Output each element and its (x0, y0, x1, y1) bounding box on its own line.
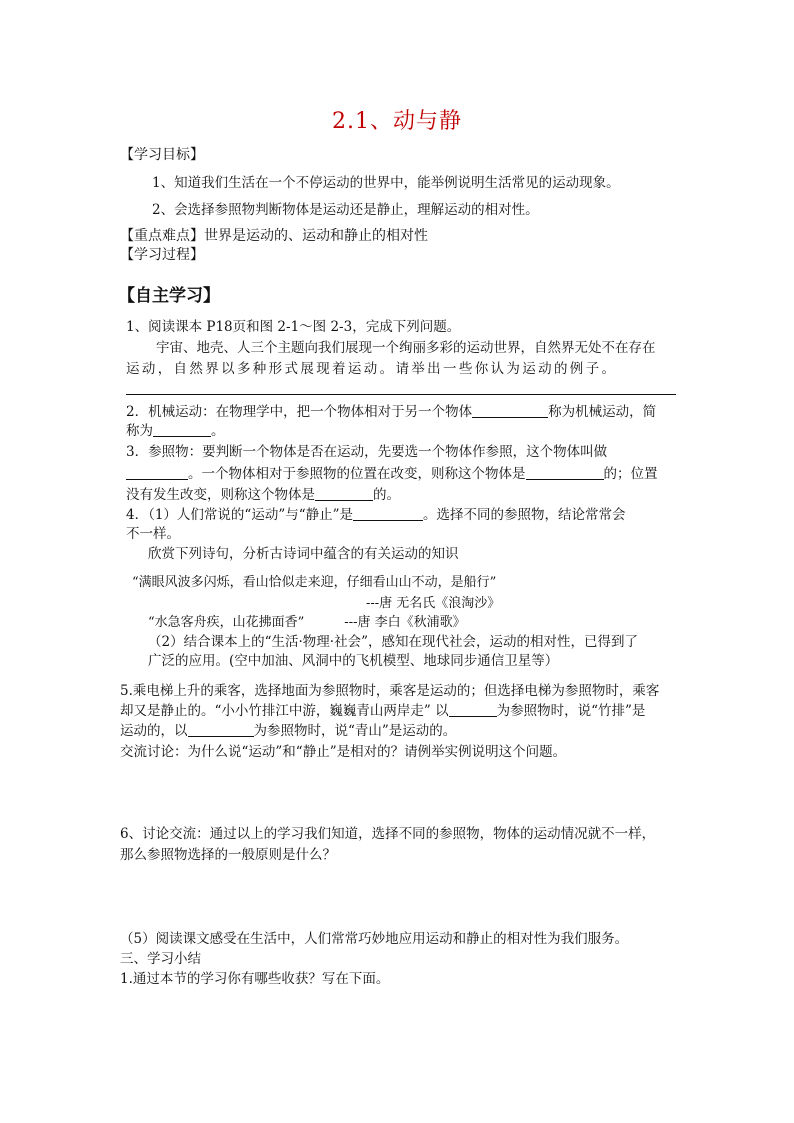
q5-text-2b: 为参照物时，说“竹排”是 (496, 703, 646, 719)
q2-line2 (126, 422, 225, 440)
key-points-heading: 【重点难点】 (120, 228, 204, 244)
poem-2-source: ---唐 李白《秋浦歌》 (344, 615, 466, 630)
q3-text-5: 的。 (373, 487, 400, 503)
q2-text-3: 称为 (126, 423, 153, 439)
q2-text-4: 。 (211, 423, 225, 439)
objectives-heading: 【学习目标】 (120, 147, 204, 163)
q2-blank-1[interactable] (472, 403, 548, 418)
objective-item-1: 1、知道我们生活在一个不停运动的世界中，能举例说明生活常见的运动现象。 (152, 175, 620, 191)
q4-blank-1[interactable] (353, 506, 423, 521)
q4-line2: 不一样。 (126, 526, 180, 542)
poem-1-source: ---唐 无名氏《浪淘沙》 (366, 596, 501, 611)
q4-text-1: 4．（1）人们常说的“运动”与“静止”是 (126, 507, 354, 523)
q2-text-2: 称为机械运动，简 (548, 404, 657, 420)
q4-appreciate: 欣赏下列诗句，分析古诗词中蕴含的有关运动的知识 (148, 546, 459, 562)
poem-2 (148, 614, 466, 632)
process-heading: 【学习过程】 (120, 247, 204, 263)
q5-text-3a: 运动的，以 (120, 723, 188, 739)
q1-intro: 1、阅读课本 P18页和图 2-1～图 2-3，完成下列问题。 (126, 319, 461, 335)
q5-line2 (120, 702, 645, 720)
q3-blank-2[interactable] (526, 465, 604, 480)
q3-text-2: 。一个物体相对于参照物的位置在改变，则称这个物体是 (188, 466, 526, 482)
summary-q1: 1.通过本节的学习你有哪些收获？写在下面。 (120, 971, 390, 987)
key-points (120, 227, 428, 245)
q6-line2: 那么参照物选择的一般原则是什么？ (120, 847, 336, 863)
q5-line1: 5.乘电梯上升的乘客，选择地面为参照物时，乘客是运动的；但选择电梯为参照物时，乘客 (120, 683, 660, 699)
page-title: 2.1、动与静 (332, 109, 462, 134)
q2-line1 (126, 403, 656, 421)
q2-text-1: 2．机械运动：在物理学中，把一个物体相对于另一个物体 (126, 404, 473, 420)
q4-line3: （2）结合课本上的“生活·物理·社会”，感知在现代社会，运动的相对性，已得到了 (148, 634, 638, 650)
q5-line3 (120, 722, 456, 740)
q5-text-2a: 却又是静止的。“小小竹排江中游，巍巍青山两岸走” 以 (120, 703, 449, 719)
q5-blank-2[interactable] (188, 722, 254, 737)
q2-blank-2[interactable] (153, 422, 211, 437)
q4-line1 (126, 506, 626, 524)
q5-discuss: 交流讨论：为什么说“运动”和“静止”是相对的？请例举实例说明这个问题。 (120, 744, 567, 760)
q4-text-2: 。选择不同的参照物，结论常常会 (423, 507, 626, 523)
q5-text-3b: 为参照物时，说“青山”是运动的。 (253, 723, 457, 739)
q1-line2: 运动，自然界以多种形式展现着运动。请举出一些你认为运动的例子。 (126, 361, 618, 377)
q6-line1: 6、讨论交流：通过以上的学习我们知道，选择不同的参照物，物体的运动情况就不一样， (120, 826, 656, 842)
poem-1: “满眼风波多闪烁，看山恰似走来迎，仔细看山山不动，是船行” (132, 575, 497, 590)
q7-line: （5）阅读课文感受在生活中，人们常常巧妙地应用运动和静止的相对性为我们服务。 (120, 931, 629, 947)
key-points-text: 世界是运动的、运动和静止的相对性 (204, 228, 428, 244)
q5-blank-1[interactable] (449, 702, 497, 717)
objective-item-2: 2、会选择参照物判断物体是运动还是静止，理解运动的相对性。 (152, 202, 539, 218)
q1-answer-line[interactable] (126, 394, 676, 395)
self-study-heading: 【自主学习】 (118, 286, 220, 306)
poem-2-text: “水急客舟疾，山花拂面香” (148, 615, 305, 630)
q3-blank-3[interactable] (315, 486, 373, 501)
q3-line3 (126, 486, 400, 504)
q3-line1: 3．参照物：要判断一个物体是否在运动，先要选一个物体作参照，这个物体叫做 (126, 444, 608, 460)
summary-heading: 三、学习小结 (120, 951, 201, 967)
q4-line4: 广泛的应用。(空中加油、风洞中的飞机模型、地球同步通信卫星等） (148, 653, 559, 669)
q3-line2 (126, 465, 658, 483)
q1-line1: 宇宙、地壳、人三个主题向我们展现一个绚丽多彩的运动世界，自然界无处不在存在 (156, 340, 656, 356)
q3-text-3: 的；位置 (603, 466, 658, 482)
q3-blank-1[interactable] (126, 465, 188, 480)
q3-text-4: 没有发生改变，则称这个物体是 (126, 487, 315, 503)
